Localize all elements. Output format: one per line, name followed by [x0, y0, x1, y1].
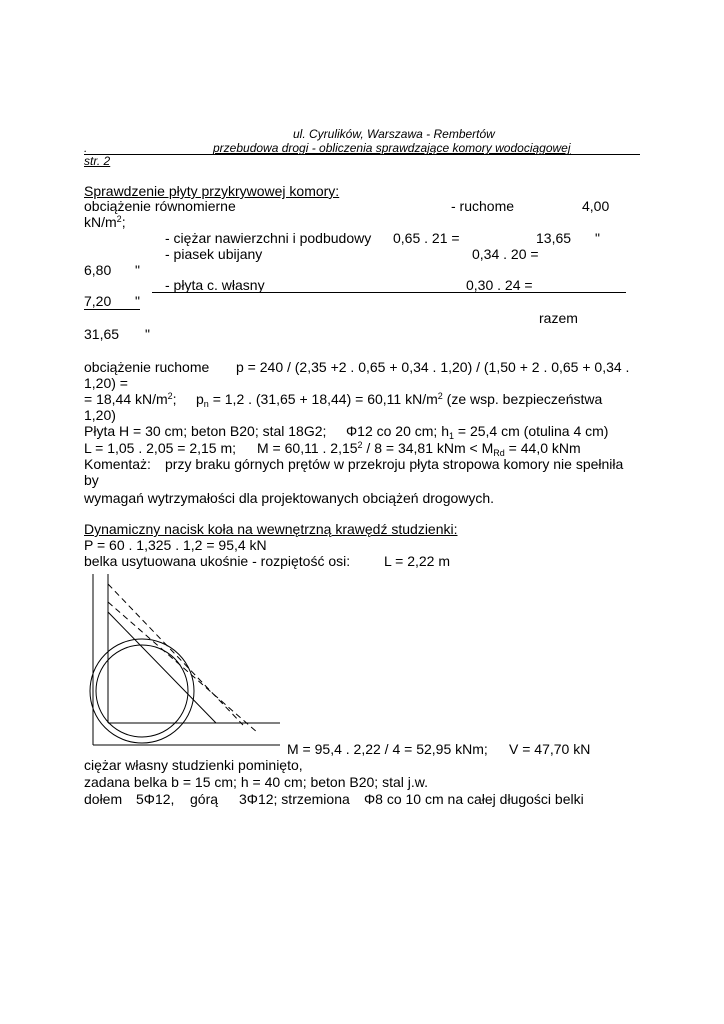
header-dot: . [84, 141, 88, 155]
load-row-slab-value: 7,20 [84, 293, 112, 309]
live-load-calc-label: obciążenie ruchome [84, 359, 210, 375]
beam-span: L = 2,22 m [384, 553, 451, 569]
live-load-result: = 18,44 $kN/m^2$; [84, 391, 177, 407]
sketch-beam-edge-2 [108, 584, 243, 725]
total-value: 31,65 [84, 326, 120, 342]
rebar-top-label: górą [190, 791, 219, 807]
live-load-calc-formula: p = 240 / (2,35 +2 . 0,65 + 0,34 . 1,20) / (1,50 + 2 . 0,65 + 0,34 . [236, 359, 630, 375]
moment-result: M = 95,4 . 2,22 / 4 = 52,95 kNm; [287, 741, 488, 757]
own-weight-note: ciężar własny studzienki pominięto, [84, 757, 303, 773]
comment-by: by [84, 472, 99, 488]
live-load-value: 4,00 [582, 198, 610, 214]
header-project: przebudowa drogi - obliczenia sprawdzające komory wodociągowej [213, 141, 571, 155]
load-row-pavement-value: 13,65 [536, 230, 572, 246]
design-load-formula: $p_n = 1,2$ . (31,65 + 18,44) = 60,11 $kN/m^2$ (ze wsp. bezpieczeństwa [196, 391, 603, 409]
rebar-bottom-label: dołem [84, 791, 123, 807]
rebar-bottom-value: 5Φ12, [136, 791, 175, 807]
load-row-pavement-label: - ciężar nawierzchni i podbudowy [165, 230, 372, 246]
sketch-manhole-outer [90, 639, 194, 743]
shear-result: V = 47,70 kN [509, 741, 591, 757]
live-load-label: - ruchome [451, 198, 515, 214]
uniform-load-label: obciążenie równomierne [84, 198, 236, 214]
diameter-icon: Φ [346, 423, 358, 439]
load-row-slab-mark: " [135, 293, 140, 309]
total-label: razem [539, 310, 578, 326]
total-mark: " [145, 326, 150, 342]
header-rule [84, 154, 640, 155]
sum-rule [152, 292, 626, 293]
wheel-load-formula: P = 60 . 1,325 . 1,2 = 95,4 kN [84, 537, 267, 553]
slab-spec-a: Płyta H = 30 cm; beton B20; stal 18G2; [84, 423, 327, 439]
beam-label: belka usytuowana ukośnie - rozpiętość osi: [84, 553, 351, 569]
live-load-calc-cont: 1,20) = [84, 375, 128, 391]
stirrups-spec: Φ8 co 10 cm na całej długości belki [364, 791, 584, 807]
comment-end: wymagań wytrzymałości dla projektowanych obciążeń drogowych. [84, 490, 495, 506]
beam-spec: zadana belka b = 15 cm; h = 40 cm; beton B20; stal j.w. [84, 774, 428, 790]
rebar-top-value: 3Φ12; strzemiona [239, 791, 350, 807]
section-title-wheel: Dynamiczny nacisk koła na wewnętrzną krawędź studzienki: [84, 521, 458, 537]
section-title-slab: Sprawdzenie płyty przykrywowej komory: [84, 183, 340, 199]
load-row-sand-value: 6,80 [84, 262, 112, 278]
header-address: ul. Cyrulików, Warszawa - Rembertów [293, 127, 495, 141]
comment-text: przy braku górnych prętów w przekroju płyta stropowa komory nie spełniła [165, 456, 624, 472]
page-number: str. 2 [84, 154, 111, 168]
load-row-pavement-mark: " [595, 230, 600, 246]
sketch-beam-axis [108, 612, 216, 723]
load-row-sand-formula: 0,34 . 20 = [472, 246, 539, 262]
manhole-beam-sketch [88, 572, 288, 750]
comment-label: Komentaż: [84, 456, 151, 472]
load-row-sand-mark: " [135, 262, 140, 278]
safety-factor-cont: 1,20) [84, 407, 116, 423]
moment-check: M = 60,11 . 2,15$^2$ / 8 = 34,81 kNm < $M_{Rd} = 44,0$ kNm [257, 440, 581, 458]
load-row-sand-label: - piasek ubijany [165, 246, 263, 262]
sketch-beam-edge-1 [108, 602, 258, 733]
load-row-slab-formula: 0,30 . 24 = [466, 277, 533, 293]
slab-value-rule [84, 309, 140, 310]
load-row-pavement-formula: 0,65 . 21 = [393, 230, 460, 246]
load-row-slab-label: - płyta c. własny [165, 277, 265, 293]
slab-spec-b: Φ12 co 20 cm; $h_1 = 25,4$ cm (otulina 4 cm) [346, 423, 609, 441]
live-load-unit: $kN/m^2$; [84, 214, 126, 230]
span-formula: L = 1,05 . 2,05 = 2,15 m; [84, 440, 237, 456]
